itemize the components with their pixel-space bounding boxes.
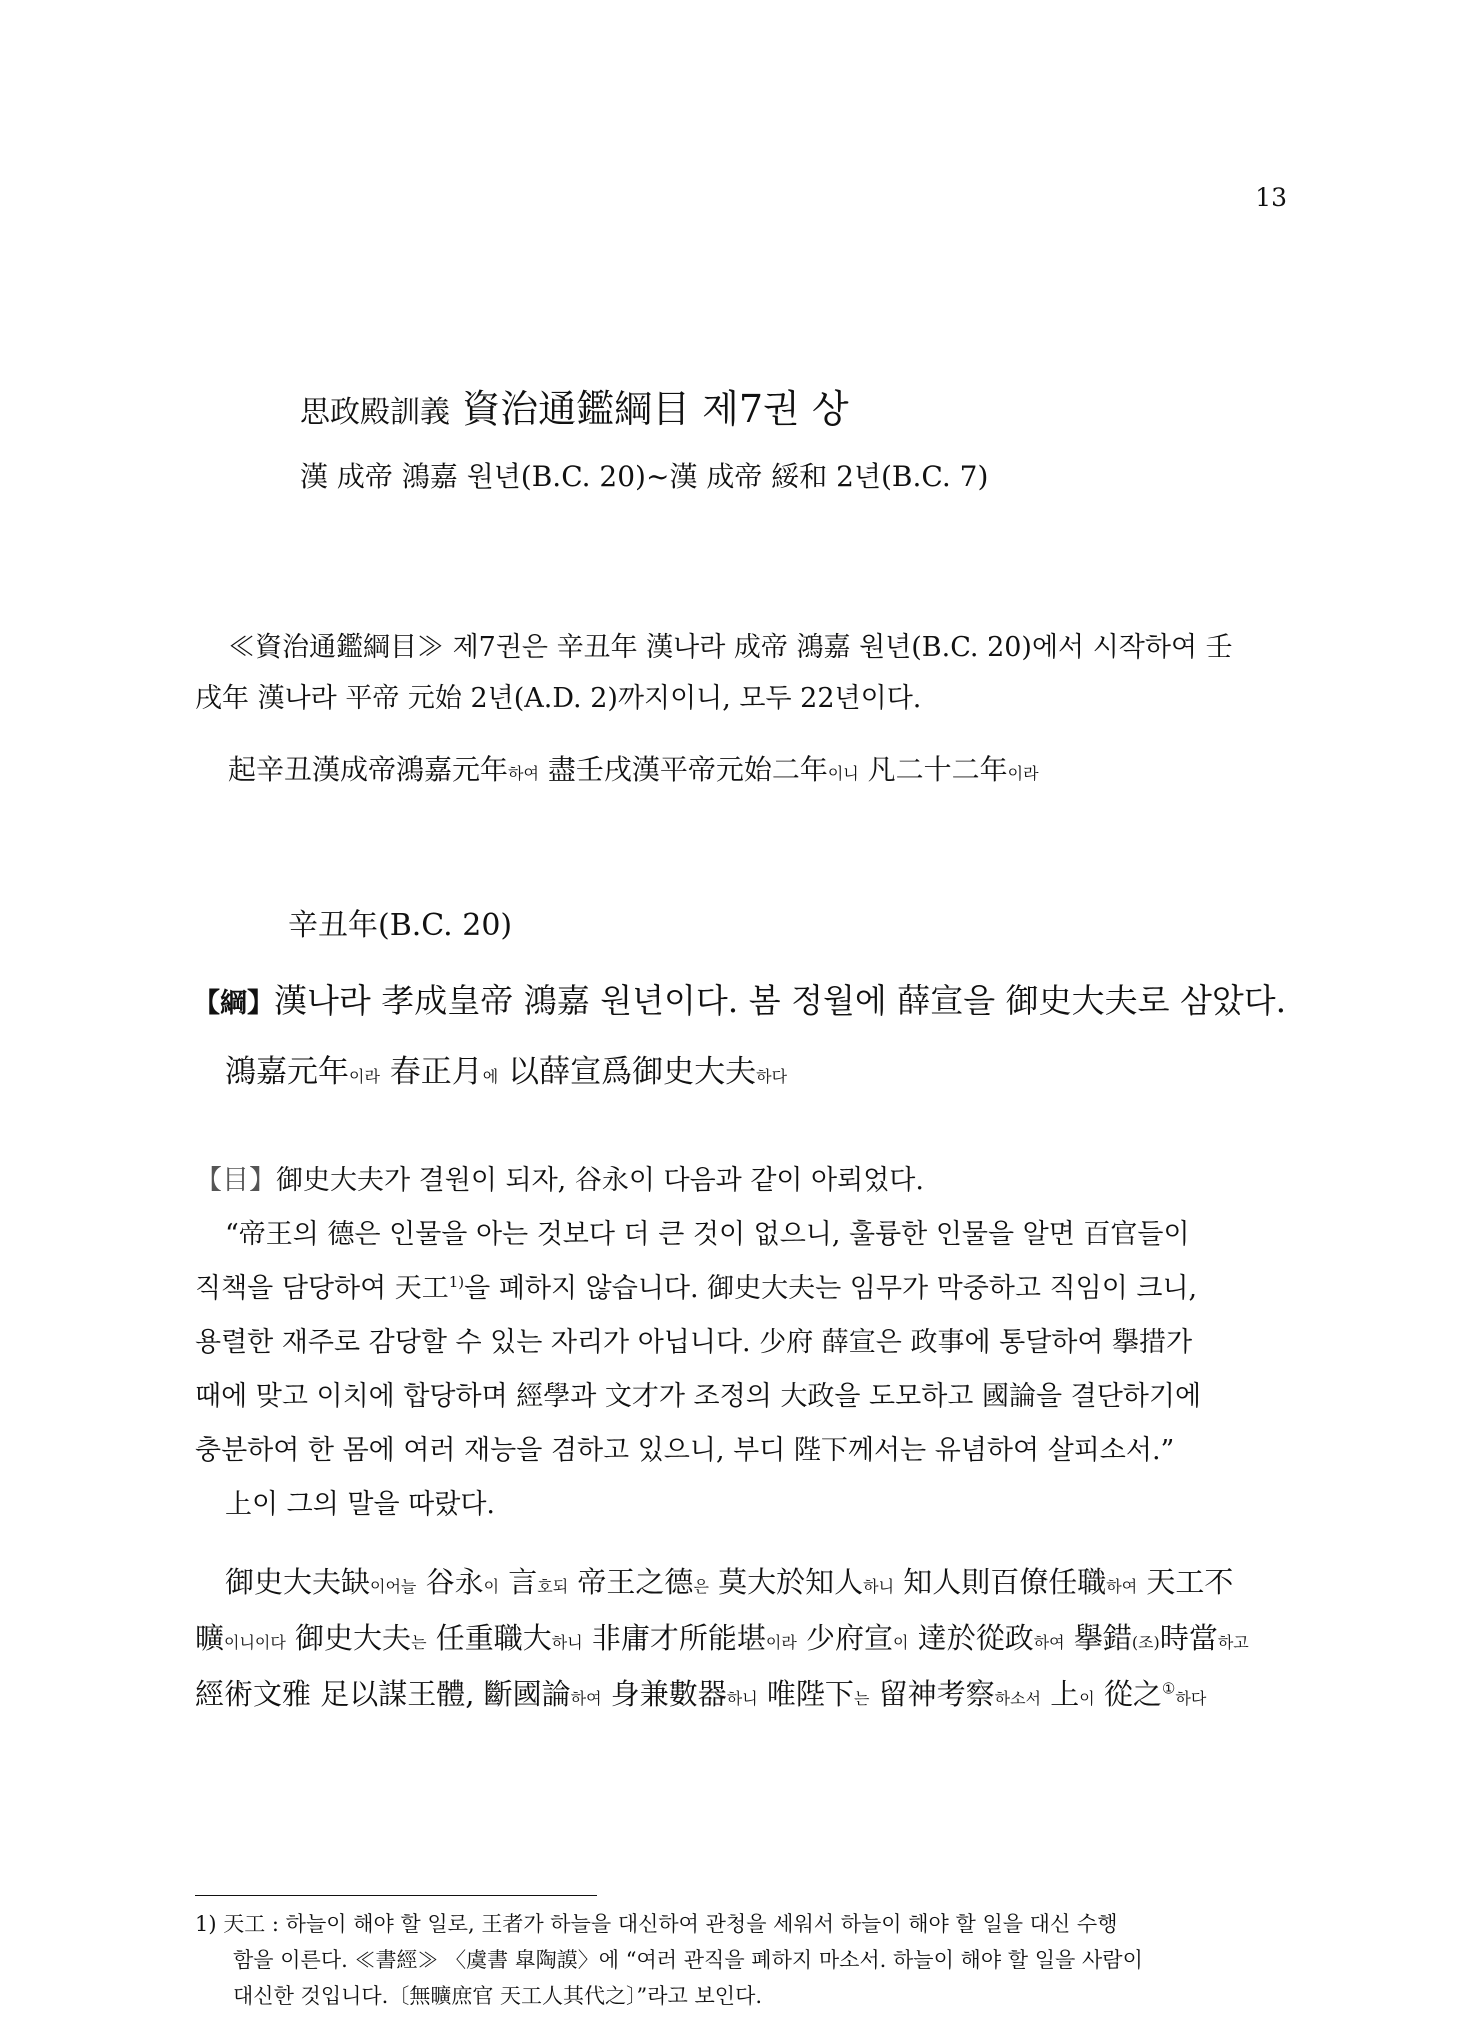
h1ds: 은 bbox=[693, 1577, 709, 1596]
h1as: 이어늘 bbox=[370, 1577, 417, 1596]
h2bs: 는 bbox=[411, 1633, 427, 1652]
gang-hanja-b: 春正月 bbox=[379, 1054, 483, 1090]
gang-hanja-a-small: 이라 bbox=[349, 1067, 380, 1086]
footnote-line-3: 대신한 것입니다.〔無曠庶官 天工人其代之〕”라고 보인다. bbox=[233, 1984, 763, 2008]
year-heading: 辛丑年(B.C. 20) bbox=[288, 908, 513, 943]
gang-tag: 【綱】 bbox=[193, 988, 274, 1019]
h2f: 達於從政 bbox=[908, 1621, 1034, 1655]
hanja-line-2 bbox=[195, 1616, 1249, 1657]
gang-hanja-c-small: 하다 bbox=[756, 1067, 788, 1086]
h2cs: 하니 bbox=[551, 1633, 583, 1652]
h3bs: 하니 bbox=[726, 1689, 758, 1708]
page-title bbox=[300, 378, 849, 433]
hanja-line-3 bbox=[195, 1672, 1206, 1713]
h3ds: 하소서 bbox=[994, 1689, 1041, 1708]
mok-line-2: “帝王의 德은 인물을 아는 것보다 더 큰 것이 없으니, 훌륭한 인물을 알면 百官들이 bbox=[225, 1219, 1190, 1250]
gang-hanja-c: 以薛宣爲御史大夫 bbox=[498, 1054, 757, 1090]
h1fs: 하여 bbox=[1106, 1577, 1138, 1596]
h1g: 天工不 bbox=[1137, 1565, 1234, 1599]
h3e: 上 bbox=[1041, 1677, 1080, 1711]
page-number: 13 bbox=[1255, 183, 1287, 212]
h2h: 時當 bbox=[1159, 1621, 1218, 1655]
title-prefix: 思政殿訓義 bbox=[300, 395, 450, 430]
h2hs: 하고 bbox=[1217, 1633, 1249, 1652]
intro-hanja bbox=[228, 748, 1039, 788]
h1d: 帝王之德 bbox=[568, 1565, 694, 1599]
mok-line-4: 용렬한 재주로 감당할 수 있는 자리가 아닙니다. 少府 薛宣은 政事에 통달하여 擧措가 bbox=[195, 1327, 1193, 1358]
hanja-line-1 bbox=[225, 1560, 1233, 1601]
intro-hanja-b-small: 이니 bbox=[827, 764, 859, 783]
intro-hanja-a: 起辛丑漢成帝鴻嘉元年 bbox=[228, 753, 509, 786]
h2d: 非庸才所能堪 bbox=[582, 1621, 766, 1655]
mok-line-5: 때에 맞고 이치에 합당하며 經學과 文才가 조정의 大政을 도모하고 國論을 결단하기에 bbox=[195, 1381, 1202, 1412]
h2es: 이 bbox=[893, 1633, 909, 1652]
h2c: 任重職大 bbox=[426, 1621, 552, 1655]
h3c: 唯陛下 bbox=[757, 1677, 854, 1711]
gang-text: 漢나라 孝成皇帝 鴻嘉 원년이다. 봄 정월에 薛宣을 御史大夫로 삼았다. bbox=[274, 981, 1287, 1020]
h1e: 莫大於知人 bbox=[708, 1565, 864, 1599]
h2e: 少府宣 bbox=[796, 1621, 894, 1655]
h2fs: 하여 bbox=[1033, 1633, 1065, 1652]
mok-line-1 bbox=[195, 1158, 924, 1197]
h1es: 하니 bbox=[863, 1577, 895, 1596]
h2a: 曠 bbox=[195, 1621, 225, 1655]
h3as: 하여 bbox=[570, 1689, 602, 1708]
mok-line-3 bbox=[195, 1266, 1197, 1305]
h3cs: 는 bbox=[853, 1689, 870, 1708]
h1c: 言 bbox=[499, 1565, 538, 1599]
intro-hanja-c-small: 이라 bbox=[1007, 764, 1039, 783]
mok-line-3a: 직책을 담당하여 天工 bbox=[195, 1273, 449, 1304]
h1f: 知人則百僚任職 bbox=[894, 1565, 1107, 1599]
footnote-ref[interactable]: 1) bbox=[448, 1273, 465, 1291]
h2g: 擧錯 bbox=[1064, 1621, 1132, 1655]
annotation-ref[interactable]: ① bbox=[1161, 1679, 1176, 1698]
mok-line-3b: 을 폐하지 않습니다. 御史大夫는 임무가 막중하고 직임이 크니, bbox=[464, 1273, 1198, 1304]
gang-line bbox=[193, 975, 1286, 1022]
h1a: 御史大夫缺 bbox=[225, 1565, 371, 1599]
h2b: 御史大夫 bbox=[285, 1621, 412, 1655]
gang-hanja-b-small: 에 bbox=[482, 1067, 499, 1086]
h3a: 經術文雅 足以謀王體, 斷國論 bbox=[195, 1677, 571, 1711]
h1b: 谷永 bbox=[416, 1565, 484, 1599]
page-subtitle: 漢 成帝 鴻嘉 원년(B.C. 20)~漢 成帝 綏和 2년(B.C. 7) bbox=[300, 460, 989, 493]
h3f: 從之 bbox=[1094, 1677, 1162, 1711]
h1bs: 이 bbox=[483, 1577, 500, 1596]
h1cs: 호되 bbox=[537, 1577, 569, 1596]
h3b: 身兼數器 bbox=[601, 1677, 727, 1711]
footnote-line-2: 함을 이른다. ≪書經≫ 〈虞書 皐陶謨〉에 “여러 관직을 폐하지 마소서. 하늘이 해야 할 일을 사람이 bbox=[233, 1948, 1143, 1972]
h2as: 이니이다 bbox=[224, 1633, 286, 1652]
intro-line-2: 戌年 漢나라 平帝 元始 2년(A.D. 2)까지이니, 모두 22년이다. bbox=[195, 683, 922, 714]
intro-hanja-b: 盡壬戌漢平帝元始二年 bbox=[538, 753, 828, 786]
mok-line-1-text: 御史大夫가 결원이 되자, 谷永이 다음과 같이 아뢰었다. bbox=[276, 1165, 924, 1196]
title-main: 資治通鑑綱目 제7권 상 bbox=[462, 387, 849, 431]
h2ds: 이라 bbox=[765, 1633, 797, 1652]
intro-hanja-c: 凡二十二年 bbox=[858, 753, 1008, 786]
intro-line-1: ≪資治通鑑綱目≫ 제7권은 辛丑年 漢나라 成帝 鴻嘉 원년(B.C. 20)에서 시작하여 壬 bbox=[228, 632, 1233, 663]
mok-line-7: 上이 그의 말을 따랐다. bbox=[225, 1489, 495, 1520]
intro-hanja-a-small: 하여 bbox=[508, 764, 539, 783]
h3fs: 하다 bbox=[1175, 1689, 1207, 1708]
gang-hanja-a: 鴻嘉元年 bbox=[225, 1054, 349, 1090]
gang-hanja bbox=[225, 1046, 787, 1091]
mok-line-6: 충분하여 한 몸에 여러 재능을 겸하고 있으니, 부디 陛下께서는 유념하여 살피소서.” bbox=[195, 1435, 1175, 1466]
footnote-divider bbox=[195, 1895, 597, 1896]
h3es: 이 bbox=[1079, 1689, 1095, 1708]
h3d: 留神考察 bbox=[869, 1677, 995, 1711]
footnote-line-1: 1) 天工 : 하늘이 해야 할 일로, 王者가 하늘을 대신하여 관청을 세워서 하늘이 해야 할 일을 대신 수행 bbox=[195, 1912, 1118, 1936]
mok-tag: 【目】 bbox=[195, 1165, 276, 1196]
h2gs: (조) bbox=[1131, 1633, 1160, 1652]
